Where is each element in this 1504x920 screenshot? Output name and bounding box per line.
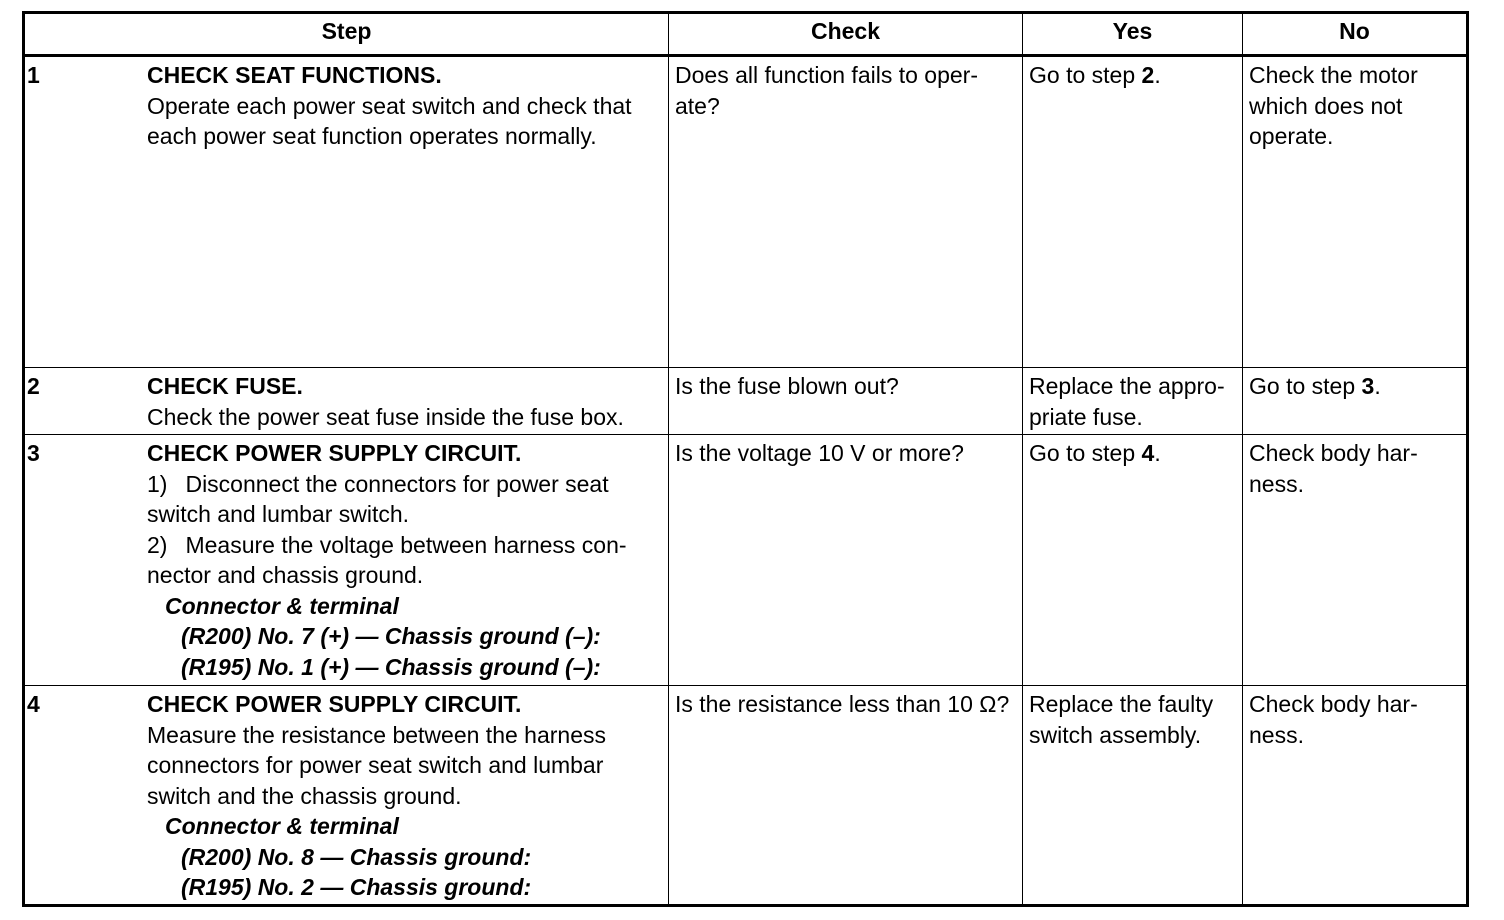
step-title: CHECK FUSE. [147,373,303,399]
check-cell: Is the resistance less than 10 Ω? [669,686,1023,906]
connector-terminal-heading: Connector & terminal [165,813,399,839]
header-check: Check [669,13,1023,56]
check-cell: Does all function fails to oper- ate? [669,56,1023,368]
table-row [24,435,1468,686]
no-cell: Check body har- ness. [1243,686,1468,906]
yes-cell: Replace the appro- priate fuse. [1023,368,1243,435]
header-step: Step [24,13,669,56]
yes-cell: Go to step 2. [1023,56,1243,368]
no-cell: Go to step 3. [1243,368,1468,435]
step-cell [24,368,669,435]
header-row [24,13,1468,56]
yes-text: Go to step [1029,440,1142,466]
yes-step-ref: 2 [1141,62,1155,88]
connector-terminal-line: (R195) No. 1 (+) — Chassis ground (–): [181,653,601,680]
no-text: Go to step [1249,373,1362,399]
table-row [24,56,1468,368]
step-description: Operate each power seat switch and check that each power seat function operates normally. [147,92,632,149]
table-row [24,686,1468,906]
connector-terminal-heading: Connector & terminal [165,592,399,619]
step-description: Measure the resistance between the harness connectors for power seat switch and lumbar switch and the chassis ground. [147,721,606,809]
substep-number: 2) [147,531,168,558]
step-description: Check the power seat fuse inside the fuse box. [147,403,624,430]
step-number: 1 [27,62,40,88]
table-row [24,368,1468,435]
yes-cell: Replace the faulty switch assembly. [1023,686,1243,906]
yes-text: Go to step [1029,62,1142,88]
connector-terminal-line: (R200) No. 8 — Chassis ground: [181,843,532,870]
substep [147,469,660,530]
check-cell: Is the fuse blown out? [669,368,1023,435]
step-cell [24,56,669,368]
no-cell: Check the motor which does not operate. [1243,56,1468,368]
step-number: 2 [27,373,40,399]
step-title: CHECK SEAT FUNCTIONS. [147,62,442,88]
substep-text: Measure the voltage between harness con- nector and chassis ground. [147,531,627,588]
step-number: 4 [27,691,40,717]
step-number: 3 [27,440,40,466]
step-cell [24,435,669,686]
no-cell: Check body har- ness. [1243,435,1468,686]
step-title: CHECK POWER SUPPLY CIRCUIT. [147,691,522,717]
check-cell: Is the voltage 10 V or more? [669,435,1023,686]
no-step-ref: 3 [1361,373,1375,399]
connector-terminal-line: (R195) No. 2 — Chassis ground: [181,874,532,900]
connector-terminal-line: (R200) No. 7 (+) — Chassis ground (–): [181,623,601,649]
substep-text: Disconnect the connectors for power seat switch and lumbar switch. [147,470,609,527]
yes-step-ref: 4 [1141,440,1155,466]
substep [147,530,660,591]
step-cell [24,686,669,906]
step-title: CHECK POWER SUPPLY CIRCUIT. [147,440,522,466]
header-no: No [1243,13,1468,56]
yes-cell: Go to step 4. [1023,435,1243,686]
diagnostic-table [22,11,1469,907]
substep-number: 1) [147,470,168,497]
header-yes: Yes [1023,13,1243,56]
